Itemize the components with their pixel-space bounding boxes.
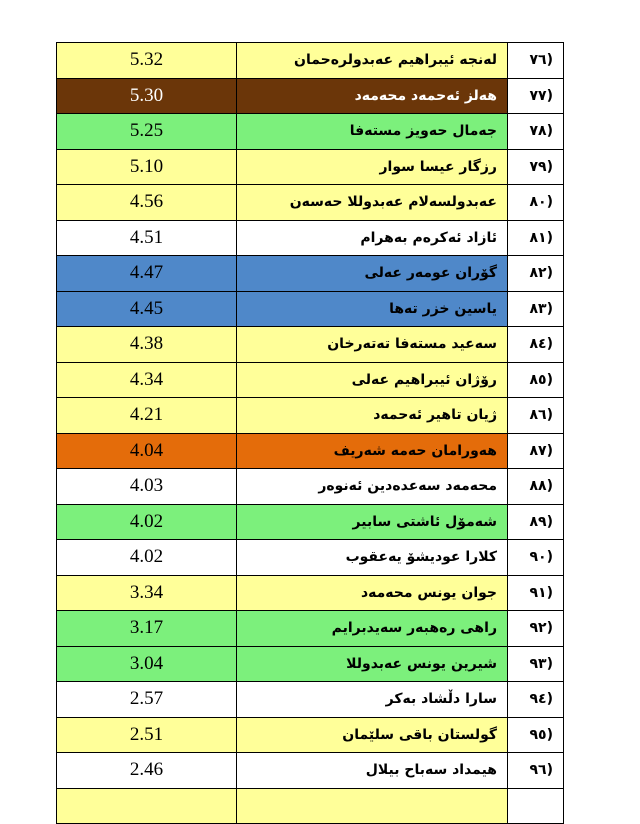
name-cell: شیرین یونس عەبدوللا bbox=[237, 646, 508, 682]
partial-cell bbox=[508, 788, 564, 824]
name-cell: رۆژان ئیبراهیم عەلی bbox=[237, 362, 508, 398]
name-cell: راهی رەهبەر سەیدبرایم bbox=[237, 611, 508, 647]
table-row bbox=[57, 256, 564, 292]
name-cell: هیمداد سەباح بیلال bbox=[237, 753, 508, 789]
row-number-cell: (٨٥ bbox=[508, 362, 564, 398]
table-row-partial bbox=[57, 788, 564, 824]
row-number-cell: (٩٣ bbox=[508, 646, 564, 682]
table-row bbox=[57, 682, 564, 718]
name-cell: شەمۆل ئاشتی سابیر bbox=[237, 504, 508, 540]
table-row bbox=[57, 504, 564, 540]
row-number-cell: (٩٦ bbox=[508, 753, 564, 789]
row-number-cell: (٨٧ bbox=[508, 433, 564, 469]
row-number-cell: (٧٦ bbox=[508, 43, 564, 79]
table-row bbox=[57, 433, 564, 469]
score-cell: 5.25 bbox=[57, 114, 237, 150]
table-row bbox=[57, 362, 564, 398]
row-number-cell: (٩٠ bbox=[508, 540, 564, 576]
table-row bbox=[57, 185, 564, 221]
row-number-cell: (٩٥ bbox=[508, 717, 564, 753]
score-cell: 4.02 bbox=[57, 540, 237, 576]
name-cell: سەعید مستەفا تەتەرخان bbox=[237, 327, 508, 363]
table-row bbox=[57, 575, 564, 611]
score-cell: 4.21 bbox=[57, 398, 237, 434]
table-row bbox=[57, 149, 564, 185]
score-cell: 4.34 bbox=[57, 362, 237, 398]
name-cell: جەمال حەویز مستەفا bbox=[237, 114, 508, 150]
name-cell: عەبدولسەلام عەبدوللا حەسەن bbox=[237, 185, 508, 221]
row-number-cell: (٧٧ bbox=[508, 78, 564, 114]
table-row bbox=[57, 753, 564, 789]
table-row bbox=[57, 327, 564, 363]
score-cell: 4.02 bbox=[57, 504, 237, 540]
row-number-cell: (٨٨ bbox=[508, 469, 564, 505]
name-cell: گولستان باقی سلێمان bbox=[237, 717, 508, 753]
name-cell: رزگار عیسا سوار bbox=[237, 149, 508, 185]
score-cell: 4.45 bbox=[57, 291, 237, 327]
score-cell: 2.57 bbox=[57, 682, 237, 718]
score-cell: 5.32 bbox=[57, 43, 237, 79]
score-cell: 4.47 bbox=[57, 256, 237, 292]
table-row bbox=[57, 646, 564, 682]
score-cell: 4.38 bbox=[57, 327, 237, 363]
name-cell: گۆران عومەر عەلی bbox=[237, 256, 508, 292]
name-cell: کلارا عودیشۆ یەعقوب bbox=[237, 540, 508, 576]
row-number-cell: (٨٣ bbox=[508, 291, 564, 327]
score-cell: 2.46 bbox=[57, 753, 237, 789]
name-cell: هەورامان حەمە شەریف bbox=[237, 433, 508, 469]
name-cell: لەنجە ئیبراهیم عەبدولرەحمان bbox=[237, 43, 508, 79]
table-row bbox=[57, 398, 564, 434]
table-row bbox=[57, 220, 564, 256]
row-number-cell: (٧٨ bbox=[508, 114, 564, 150]
score-cell: 4.04 bbox=[57, 433, 237, 469]
row-number-cell: (٨٢ bbox=[508, 256, 564, 292]
score-cell: 3.34 bbox=[57, 575, 237, 611]
row-number-cell: (٨٠ bbox=[508, 185, 564, 221]
row-number-cell: (٩٢ bbox=[508, 611, 564, 647]
table-row bbox=[57, 611, 564, 647]
score-cell: 4.03 bbox=[57, 469, 237, 505]
row-number-cell: (٨١ bbox=[508, 220, 564, 256]
score-cell: 2.51 bbox=[57, 717, 237, 753]
table-row bbox=[57, 114, 564, 150]
table-row bbox=[57, 43, 564, 79]
name-cell: یاسین خزر تەها bbox=[237, 291, 508, 327]
row-number-cell: (٩١ bbox=[508, 575, 564, 611]
score-cell: 5.10 bbox=[57, 149, 237, 185]
table-row bbox=[57, 78, 564, 114]
score-cell: 4.51 bbox=[57, 220, 237, 256]
name-cell: محەمەد سەعدەدین ئەنوەر bbox=[237, 469, 508, 505]
partial-cell bbox=[237, 788, 508, 824]
row-number-cell: (٨٦ bbox=[508, 398, 564, 434]
row-number-cell: (٨٤ bbox=[508, 327, 564, 363]
name-cell: ژیان تاهیر ئەحمەد bbox=[237, 398, 508, 434]
table-row bbox=[57, 469, 564, 505]
score-cell: 3.17 bbox=[57, 611, 237, 647]
table-row bbox=[57, 717, 564, 753]
table-row bbox=[57, 291, 564, 327]
name-cell: هەلز ئەحمەد محەمەد bbox=[237, 78, 508, 114]
name-cell: ئازاد ئەکرەم بەهرام bbox=[237, 220, 508, 256]
partial-cell bbox=[57, 788, 237, 824]
row-number-cell: (٨٩ bbox=[508, 504, 564, 540]
score-cell: 5.30 bbox=[57, 78, 237, 114]
score-cell: 3.04 bbox=[57, 646, 237, 682]
table-row bbox=[57, 540, 564, 576]
row-number-cell: (٧٩ bbox=[508, 149, 564, 185]
row-number-cell: (٩٤ bbox=[508, 682, 564, 718]
name-cell: سارا دڵشاد بەکر bbox=[237, 682, 508, 718]
results-table bbox=[56, 42, 564, 824]
score-cell: 4.56 bbox=[57, 185, 237, 221]
table-body bbox=[57, 43, 564, 824]
name-cell: جوان یونس محەمەد bbox=[237, 575, 508, 611]
